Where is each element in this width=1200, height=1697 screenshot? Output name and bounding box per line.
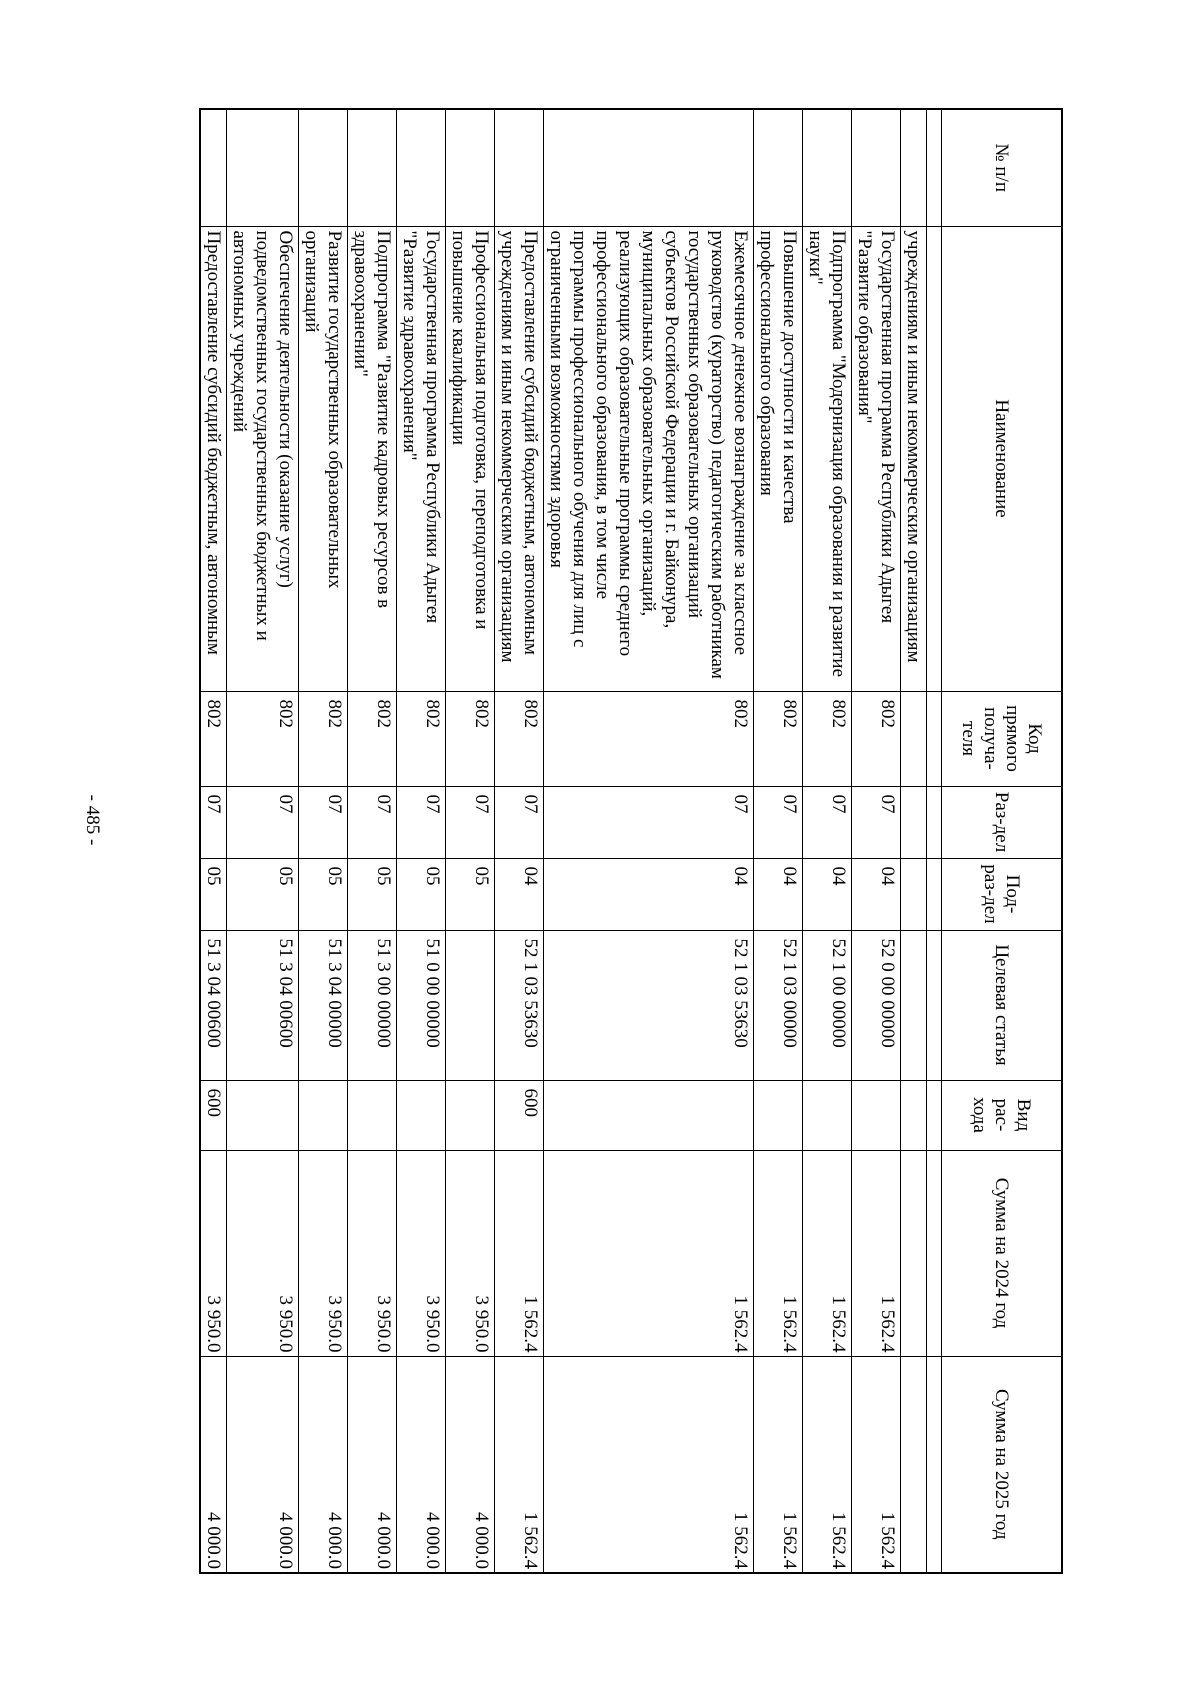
cell-sum-2024: 1 562.4 xyxy=(852,1150,901,1356)
budget-table xyxy=(199,108,1063,1574)
cell-code xyxy=(927,691,942,786)
table-row xyxy=(927,109,942,1573)
cell-num xyxy=(446,109,495,226)
cell-subsection: 04 xyxy=(495,858,544,930)
col-header-code: Код прямого получа-теля xyxy=(942,691,1063,786)
cell-sum-2024: 3 950.0 xyxy=(200,1150,227,1356)
cell-num xyxy=(852,109,901,226)
cell-name: Подпрограмма "Развитие кадровых ресурсов в здравоохранении" xyxy=(348,226,397,691)
cell-target xyxy=(446,930,495,1080)
cell-expense-type xyxy=(227,1080,299,1150)
cell-subsection: 04 xyxy=(754,858,803,930)
cell-code: 802 xyxy=(852,691,901,786)
cell-sum-2025: 4 000.0 xyxy=(348,1356,397,1573)
cell-sum-2024 xyxy=(927,1150,942,1356)
cell-sum-2024: 1 562.4 xyxy=(544,1150,754,1356)
table-row xyxy=(495,109,544,1573)
cell-subsection: 04 xyxy=(803,858,852,930)
cell-name: Предоставление субсидий бюджетным, автономным xyxy=(200,226,227,691)
cell-expense-type: 600 xyxy=(200,1080,227,1150)
cell-subsection: 05 xyxy=(348,858,397,930)
cell-sum-2025 xyxy=(901,1356,927,1573)
cell-section: 07 xyxy=(803,786,852,858)
cell-subsection: 05 xyxy=(397,858,446,930)
cell-expense-type xyxy=(803,1080,852,1150)
cell-subsection: 04 xyxy=(544,858,754,930)
cell-sum-2024: 3 950.0 xyxy=(299,1150,348,1356)
table-row xyxy=(200,109,227,1573)
cell-sum-2025 xyxy=(927,1356,942,1573)
cell-name: Подпрограмма "Модернизация образования и развитие науки" xyxy=(803,226,852,691)
table-row xyxy=(544,109,754,1573)
cell-section: 07 xyxy=(495,786,544,858)
cell-name: Обеспечение деятельности (оказание услуг) подведомственных государственных бюджетных и автономных учреждений xyxy=(227,226,299,691)
cell-code: 802 xyxy=(227,691,299,786)
cell-sum-2025: 4 000.0 xyxy=(446,1356,495,1573)
col-header-section: Раз-дел xyxy=(942,786,1063,858)
rotated-table-container xyxy=(113,108,1063,1572)
cell-name: Повышение доступности и качества профессионального образования xyxy=(754,226,803,691)
cell-name xyxy=(927,226,942,691)
cell-section: 07 xyxy=(754,786,803,858)
cell-expense-type xyxy=(901,1080,927,1150)
cell-section xyxy=(901,786,927,858)
cell-sum-2025: 1 562.4 xyxy=(495,1356,544,1573)
cell-section: 07 xyxy=(227,786,299,858)
cell-sum-2024: 3 950.0 xyxy=(227,1150,299,1356)
cell-subsection: 05 xyxy=(227,858,299,930)
cell-expense-type xyxy=(852,1080,901,1150)
cell-expense-type: 600 xyxy=(495,1080,544,1150)
cell-section: 07 xyxy=(544,786,754,858)
cell-num xyxy=(200,109,227,226)
cell-num xyxy=(803,109,852,226)
cell-target: 52 1 00 00000 xyxy=(803,930,852,1080)
cell-num xyxy=(901,109,927,226)
table-body xyxy=(200,109,942,1573)
cell-num xyxy=(544,109,754,226)
cell-section: 07 xyxy=(299,786,348,858)
cell-num xyxy=(754,109,803,226)
cell-code: 802 xyxy=(397,691,446,786)
table-row xyxy=(803,109,852,1573)
cell-subsection xyxy=(927,858,942,930)
cell-sum-2024: 3 950.0 xyxy=(348,1150,397,1356)
cell-sum-2025: 1 562.4 xyxy=(544,1356,754,1573)
col-header-sum-2025: Сумма на 2025 год xyxy=(942,1356,1063,1573)
cell-code: 802 xyxy=(446,691,495,786)
table-row xyxy=(348,109,397,1573)
cell-sum-2025: 4 000.0 xyxy=(227,1356,299,1573)
cell-section: 07 xyxy=(200,786,227,858)
table-row xyxy=(901,109,927,1573)
cell-sum-2025: 4 000.0 xyxy=(299,1356,348,1573)
cell-expense-type xyxy=(754,1080,803,1150)
cell-code: 802 xyxy=(200,691,227,786)
col-header-num: № п/п xyxy=(942,109,1063,226)
cell-expense-type xyxy=(544,1080,754,1150)
cell-code: 802 xyxy=(299,691,348,786)
cell-num xyxy=(299,109,348,226)
cell-sum-2025: 4 000.0 xyxy=(397,1356,446,1573)
cell-target: 52 1 03 53630 xyxy=(495,930,544,1080)
cell-sum-2024: 1 562.4 xyxy=(803,1150,852,1356)
cell-code: 802 xyxy=(495,691,544,786)
header-row xyxy=(942,109,1063,1573)
cell-subsection xyxy=(901,858,927,930)
cell-sum-2024: 1 562.4 xyxy=(495,1150,544,1356)
col-header-name: Наименование xyxy=(942,226,1063,691)
cell-sum-2025: 1 562.4 xyxy=(803,1356,852,1573)
cell-code xyxy=(901,691,927,786)
cell-sum-2025: 1 562.4 xyxy=(754,1356,803,1573)
cell-subsection: 05 xyxy=(446,858,495,930)
cell-name: Профессиональная подготовка, переподготовка и повышение квалификации xyxy=(446,226,495,691)
cell-sum-2024: 1 562.4 xyxy=(754,1150,803,1356)
cell-section: 07 xyxy=(446,786,495,858)
cell-subsection: 05 xyxy=(299,858,348,930)
cell-sum-2024: 3 950.0 xyxy=(446,1150,495,1356)
cell-target: 52 1 03 00000 xyxy=(754,930,803,1080)
cell-target: 51 3 04 00600 xyxy=(200,930,227,1080)
cell-name: Ежемесячное денежное вознаграждение за классное руководство (кураторство) педагогическим работникам государственных образовательных организаций субъектов Российской Федерации и г. Байконура, муниципальных образовательных организаций, реализующих образовательные программы среднего профессионального образования, в том числе программы профессионального обучения для лиц с ограниченными возможностями здоровья xyxy=(544,226,754,691)
table-row xyxy=(446,109,495,1573)
table-row xyxy=(852,109,901,1573)
table-row xyxy=(227,109,299,1573)
cell-expense-type xyxy=(397,1080,446,1150)
cell-section xyxy=(927,786,942,858)
cell-expense-type xyxy=(348,1080,397,1150)
page-number: - 485 - xyxy=(82,794,103,846)
col-header-expense-type: Вид рас-хода xyxy=(942,1080,1063,1150)
cell-name: Государственная программа Республики Адыгея "Развитие образования" xyxy=(852,226,901,691)
cell-sum-2025: 4 000.0 xyxy=(200,1356,227,1573)
cell-name: Предоставление субсидий бюджетным, автономным учреждениям и иным некоммерческим организациям xyxy=(495,226,544,691)
cell-target xyxy=(901,930,927,1080)
cell-num xyxy=(227,109,299,226)
cell-target: 51 3 04 00000 xyxy=(299,930,348,1080)
cell-sum-2024 xyxy=(901,1150,927,1356)
col-header-sum-2024: Сумма на 2024 год xyxy=(942,1150,1063,1356)
cell-section: 07 xyxy=(348,786,397,858)
cell-sum-2025: 1 562.4 xyxy=(852,1356,901,1573)
cell-target xyxy=(927,930,942,1080)
cell-target: 52 1 03 53630 xyxy=(544,930,754,1080)
cell-code: 802 xyxy=(754,691,803,786)
cell-subsection: 04 xyxy=(852,858,901,930)
cell-name: учреждениям и иным некоммерческим организациям xyxy=(901,226,927,691)
cell-expense-type xyxy=(927,1080,942,1150)
cell-expense-type xyxy=(446,1080,495,1150)
table-row xyxy=(754,109,803,1573)
cell-target: 51 3 04 00600 xyxy=(227,930,299,1080)
cell-num xyxy=(397,109,446,226)
cell-section: 07 xyxy=(397,786,446,858)
cell-target: 52 0 00 00000 xyxy=(852,930,901,1080)
table-row xyxy=(397,109,446,1573)
cell-section: 07 xyxy=(852,786,901,858)
cell-num xyxy=(495,109,544,226)
cell-num xyxy=(927,109,942,226)
cell-sum-2024: 3 950.0 xyxy=(397,1150,446,1356)
table-row xyxy=(299,109,348,1573)
cell-name: Развитие государственных образовательных организаций xyxy=(299,226,348,691)
cell-expense-type xyxy=(299,1080,348,1150)
col-header-subsection: Под-раз-дел xyxy=(942,858,1063,930)
cell-num xyxy=(348,109,397,226)
cell-subsection: 05 xyxy=(200,858,227,930)
cell-target: 51 3 00 00000 xyxy=(348,930,397,1080)
cell-target: 51 0 00 00000 xyxy=(397,930,446,1080)
col-header-target: Целевая статья xyxy=(942,930,1063,1080)
cell-name: Государственная программа Республики Адыгея "Развитие здравоохранения" xyxy=(397,226,446,691)
cell-code: 802 xyxy=(348,691,397,786)
cell-code: 802 xyxy=(803,691,852,786)
cell-code: 802 xyxy=(544,691,754,786)
